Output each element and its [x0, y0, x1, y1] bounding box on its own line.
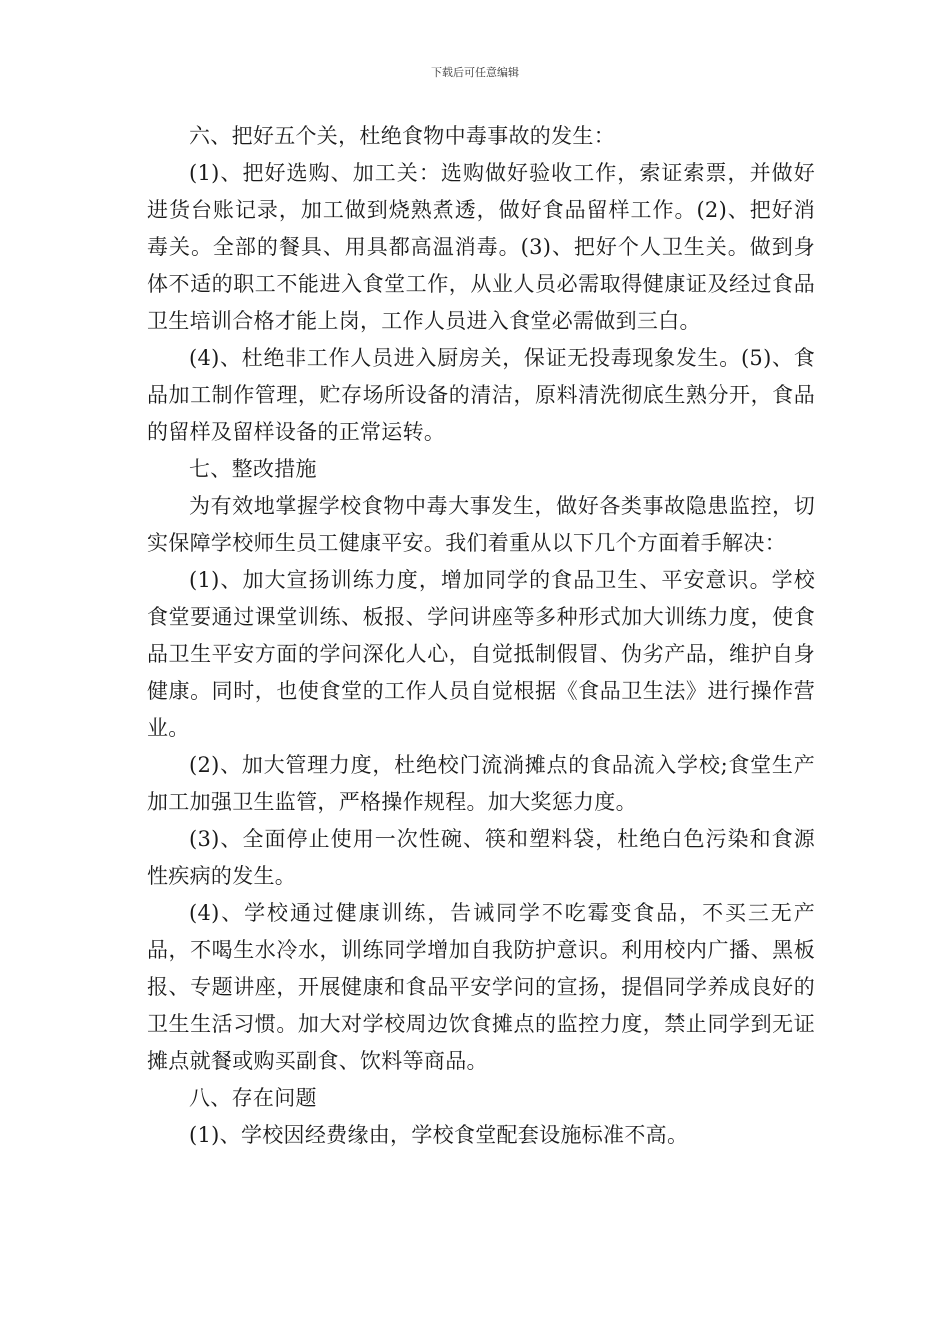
header-note: 下载后可任意编辑 [431, 66, 519, 79]
section-six-heading: 六、把好五个关，杜绝食物中毒事故的发生： [189, 124, 615, 148]
paragraph: (3)、全面停止使用一次性碗、筷和塑料袋，杜绝白色污染和食源性疾病的发生。 [147, 827, 815, 888]
paragraph: (4)、学校通过健康训练，告诫同学不吃霉变食品，不买三无产品，不喝生水冷水，训练同学增加自我防护意识。利用校内广播、黑板报、专题讲座，开展健康和食品平安学问的宣扬，提倡同学养成良好的卫生生活习惯。加大对学校周边饮食摊点的监控力度，禁止同学到无证摊点就餐或购买副食、饮料等商品。 [147, 901, 815, 1073]
paragraph: (1)、把好选购、加工关：选购做好验收工作，索证索票，并做好进货台账记录，加工做到烧熟煮透，做好食品留样工作。(2)、把好消毒关。全部的餐具、用具都高温消毒。(3)、把好个人卫生关。做到身体不适的职工不能进入食堂工作，从业人员必需取得健康证及经过食品卫生培训合格才能上岗，工作人员进入食堂必需做到三白。 [147, 161, 815, 333]
paragraph: (1)、加大宣扬训练力度，增加同学的食品卫生、平安意识。学校食堂要通过课堂训练、板报、学问讲座等多种形式加大训练力度，使食品卫生平安方面的学问深化人心，自觉抵制假冒、伪劣产品，维护自身健康。同时，也使食堂的工作人员自觉根据《食品卫生法》进行操作营业。 [147, 568, 815, 740]
paragraph: (1)、学校因经费缘由，学校食堂配套设施标准不高。 [189, 1123, 689, 1147]
paragraph: (2)、加大管理力度，杜绝校门流淌摊点的食品流入学校;食堂生产加工加强卫生监管，严格操作规程。加大奖惩力度。 [147, 753, 815, 814]
paragraph: (4)、杜绝非工作人员进入厨房关，保证无投毒现象发生。(5)、食品加工制作管理，贮存场所设备的清洁，原料清洗彻底生熟分开，食品的留样及留样设备的正常运转。 [147, 346, 815, 444]
document-body [147, 118, 815, 1154]
section-seven-heading: 七、整改措施 [189, 457, 317, 481]
paragraph: 为有效地掌握学校食物中毒大事发生，做好各类事故隐患监控，切实保障学校师生员工健康平安。我们着重从以下几个方面着手解决： [147, 494, 815, 555]
section-eight-heading: 八、存在问题 [189, 1086, 317, 1110]
